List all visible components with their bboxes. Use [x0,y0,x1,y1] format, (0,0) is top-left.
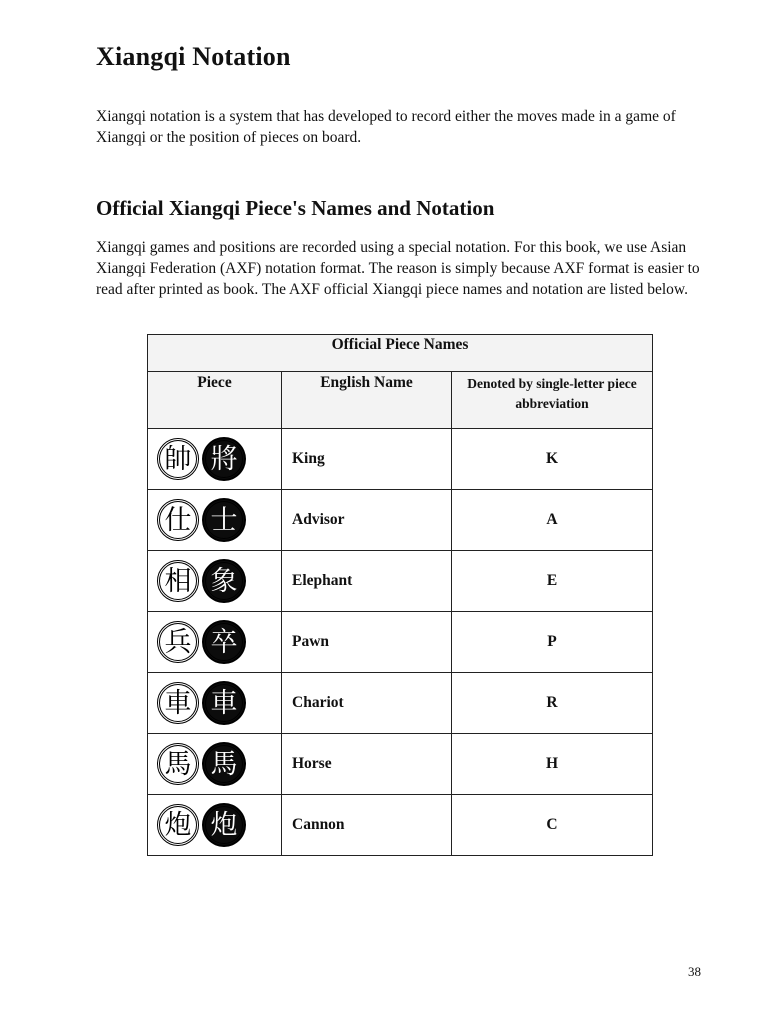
abbreviation: K [452,429,653,490]
piece-icons [148,551,282,612]
english-name: Horse [282,734,452,795]
red-cannon-piece-icon: 炮 [157,804,199,846]
red-chariot-piece-icon: 車 [157,682,199,724]
english-name: Cannon [282,795,452,856]
piece-icons [148,734,282,795]
piece-icons [148,612,282,673]
table-row [148,734,653,795]
table-header-row [148,372,653,429]
black-horse-piece-icon: 馬 [203,743,245,785]
table-row [148,673,653,734]
piece-icons [148,795,282,856]
table-caption: Official Piece Names [148,335,653,372]
black-cannon-piece-icon: 炮 [203,804,245,846]
black-king-piece-icon: 將 [203,438,245,480]
black-elephant-piece-icon: 象 [203,560,245,602]
table-row [148,795,653,856]
intro-paragraph: Xiangqi notation is a system that has developed to record either the moves made in a game of Xiangqi or the position of pieces on board. [96,108,676,146]
black-chariot-piece-icon: 車 [203,682,245,724]
piece-icons [148,673,282,734]
red-horse-piece-icon: 馬 [157,743,199,785]
red-pawn-piece-icon: 兵 [157,621,199,663]
red-elephant-piece-icon: 相 [157,560,199,602]
black-pawn-piece-icon: 卒 [203,621,245,663]
red-advisor-piece-icon: 仕 [157,499,199,541]
section-paragraph: Xiangqi games and positions are recorded using a special notation. For this book, we use Asian Xiangqi Federation (AXF) notation format. The reason is simply because AXF format is easier to read after printed as book. The AXF official Xiangqi piece names and notation are listed below. [96,239,700,298]
abbreviation: H [452,734,653,795]
page-title: Xiangqi Notation [96,42,291,71]
piece-icons [148,490,282,551]
header-piece: Piece [148,372,282,429]
red-king-piece-icon: 帥 [157,438,199,480]
english-name: King [282,429,452,490]
black-advisor-piece-icon: 士 [203,499,245,541]
table-row [148,429,653,490]
header-english-name: English Name [282,372,452,429]
piece-names-table [147,334,653,856]
page-number: 38 [688,964,701,979]
section-heading: Official Xiangqi Piece's Names and Notation [96,196,495,220]
abbreviation: R [452,673,653,734]
table-row [148,612,653,673]
english-name: Elephant [282,551,452,612]
english-name: Chariot [282,673,452,734]
abbreviation: E [452,551,653,612]
table-row [148,551,653,612]
abbreviation: C [452,795,653,856]
header-abbreviation: Denoted by single-letter piece abbreviation [452,372,653,429]
english-name: Pawn [282,612,452,673]
piece-icons [148,429,282,490]
abbreviation: A [452,490,653,551]
abbreviation: P [452,612,653,673]
english-name: Advisor [282,490,452,551]
table-row [148,490,653,551]
